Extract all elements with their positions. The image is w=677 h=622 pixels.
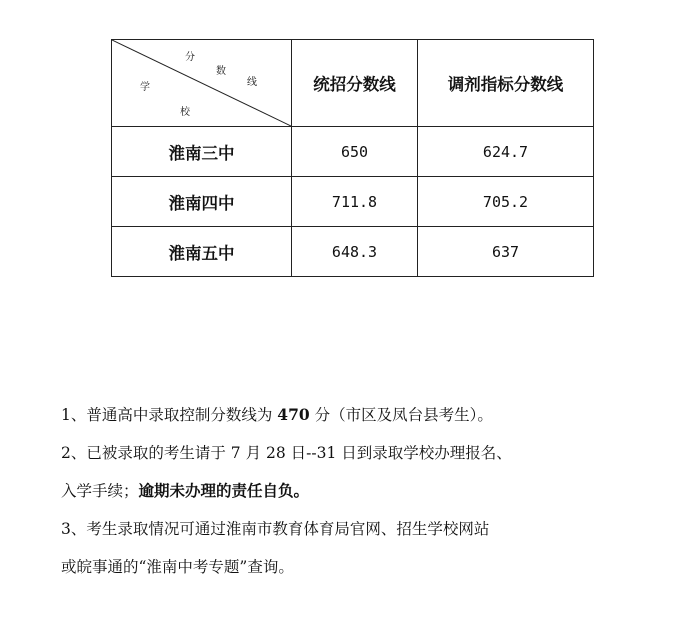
table-header-row xyxy=(112,40,594,127)
table-row xyxy=(112,227,594,277)
unified-score-value: 711.8 xyxy=(292,177,418,227)
transfer-score-value: 624.7 xyxy=(418,127,594,177)
score-line-table xyxy=(111,39,594,277)
note-1 xyxy=(61,396,661,434)
corner-label-shu: 数 xyxy=(216,66,226,77)
note-1-suffix: 分（市区及凤台县考生）。 xyxy=(309,406,493,424)
note-2-plain: 入学手续； xyxy=(61,482,139,500)
transfer-score-value: 637 xyxy=(418,227,594,277)
corner-label-xian: 线 xyxy=(247,77,257,88)
admission-notes xyxy=(61,396,661,586)
table-row xyxy=(112,127,594,177)
note-2-bold: 逾期未办理的责任自负。 xyxy=(138,481,310,500)
diagonal-header-cell xyxy=(112,40,292,127)
header-transfer-score: 调剂指标分数线 xyxy=(418,40,594,127)
unified-score-value: 648.3 xyxy=(292,227,418,277)
diagonal-divider-line xyxy=(112,40,291,126)
note-1-prefix: 1、普通高中录取控制分数线为 xyxy=(61,406,278,424)
school-name: 淮南五中 xyxy=(112,227,292,277)
school-name: 淮南三中 xyxy=(112,127,292,177)
note-3-line-2: 或皖事通的“淮南中考专题”查询。 xyxy=(61,558,294,576)
note-2-line-2 xyxy=(61,472,661,510)
corner-label-xue: 学 xyxy=(140,82,150,93)
note-2-line-1: 2、已被录取的考生请于 7 月 28 日--31 日到录取学校办理报名、 xyxy=(61,444,512,462)
header-unified-score: 统招分数线 xyxy=(292,40,418,127)
note-3-line-1: 3、考生录取情况可通过淮南市教育体育局官网、招生学校网站 xyxy=(61,520,490,538)
unified-score-value: 650 xyxy=(292,127,418,177)
note-1-score: 470 xyxy=(277,405,310,424)
table-row xyxy=(112,177,594,227)
corner-label-xiao: 校 xyxy=(180,107,190,118)
transfer-score-value: 705.2 xyxy=(418,177,594,227)
corner-label-fen: 分 xyxy=(185,52,195,63)
school-name: 淮南四中 xyxy=(112,177,292,227)
